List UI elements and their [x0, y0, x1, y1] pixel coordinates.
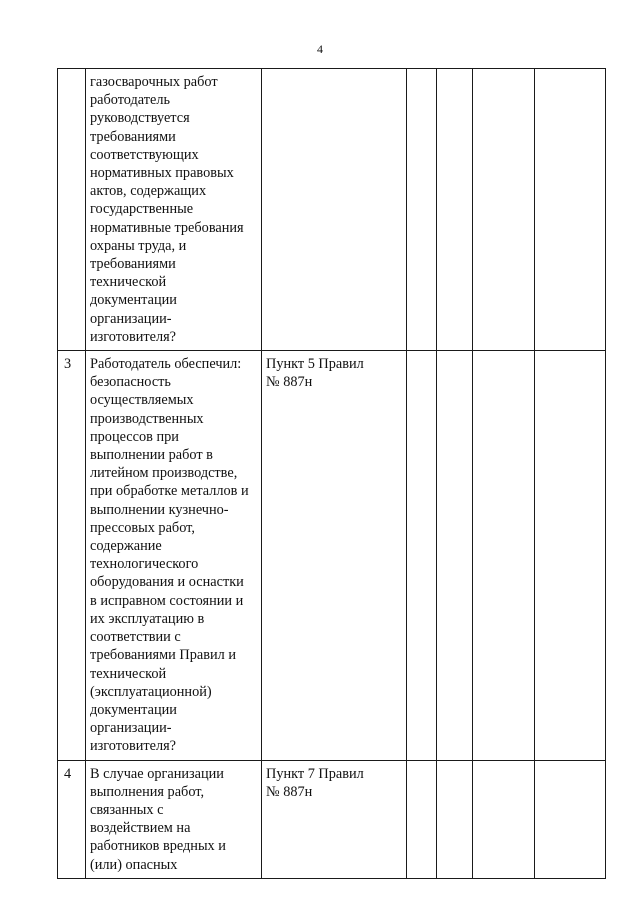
row-number: 3 [64, 356, 72, 373]
answer-no-cell [437, 69, 473, 351]
row-number-cell [58, 760, 86, 878]
question-text: Работодатель обеспечил: безопасность осуществляемых производственных процессов при выполнении работ в литейном производстве, при обработке металлов и выполнении кузнечно- прессовых работ, содержание технологического оборудования и оснастки в исправном состоянии и их эксплуатацию в соответствии с требованиями Правил и технической (эксплуатационной) документации организации- изготовителя? [90, 356, 249, 755]
answer-na-cell [473, 351, 535, 760]
question-cell [86, 760, 262, 878]
row-number-cell [58, 351, 86, 760]
row-number: 4 [64, 765, 72, 782]
question-cell [86, 69, 262, 351]
question-text: В случае организации выполнения работ, связанных с воздействием на работников вредных и (или) опасных [90, 765, 226, 873]
comment-cell [535, 69, 606, 351]
reference-text: Пункт 5 Правил № 887н [266, 356, 364, 391]
answer-yes-cell [407, 760, 437, 878]
table-row [58, 760, 606, 878]
answer-no-cell [437, 351, 473, 760]
answer-na-cell [473, 69, 535, 351]
page-number: 4 [317, 42, 323, 56]
question-text: газосварочных работ работодатель руководствуется требованиями соответствующих нормативных правовых актов, содержащих государственные нормативные требования охраны труда, и требованиями технической документации организации- изготовителя? [90, 74, 244, 345]
reference-text: Пункт 7 Правил № 887н [266, 765, 364, 800]
comment-cell [535, 351, 606, 760]
reference-cell [262, 351, 407, 760]
comment-cell [535, 760, 606, 878]
table-row [58, 69, 606, 351]
answer-yes-cell [407, 69, 437, 351]
answer-na-cell [473, 760, 535, 878]
checklist-table [57, 68, 606, 879]
question-cell [86, 351, 262, 760]
row-number-cell [58, 69, 86, 351]
reference-cell [262, 760, 407, 878]
answer-no-cell [437, 760, 473, 878]
answer-yes-cell [407, 351, 437, 760]
table-row [58, 351, 606, 760]
reference-cell [262, 69, 407, 351]
